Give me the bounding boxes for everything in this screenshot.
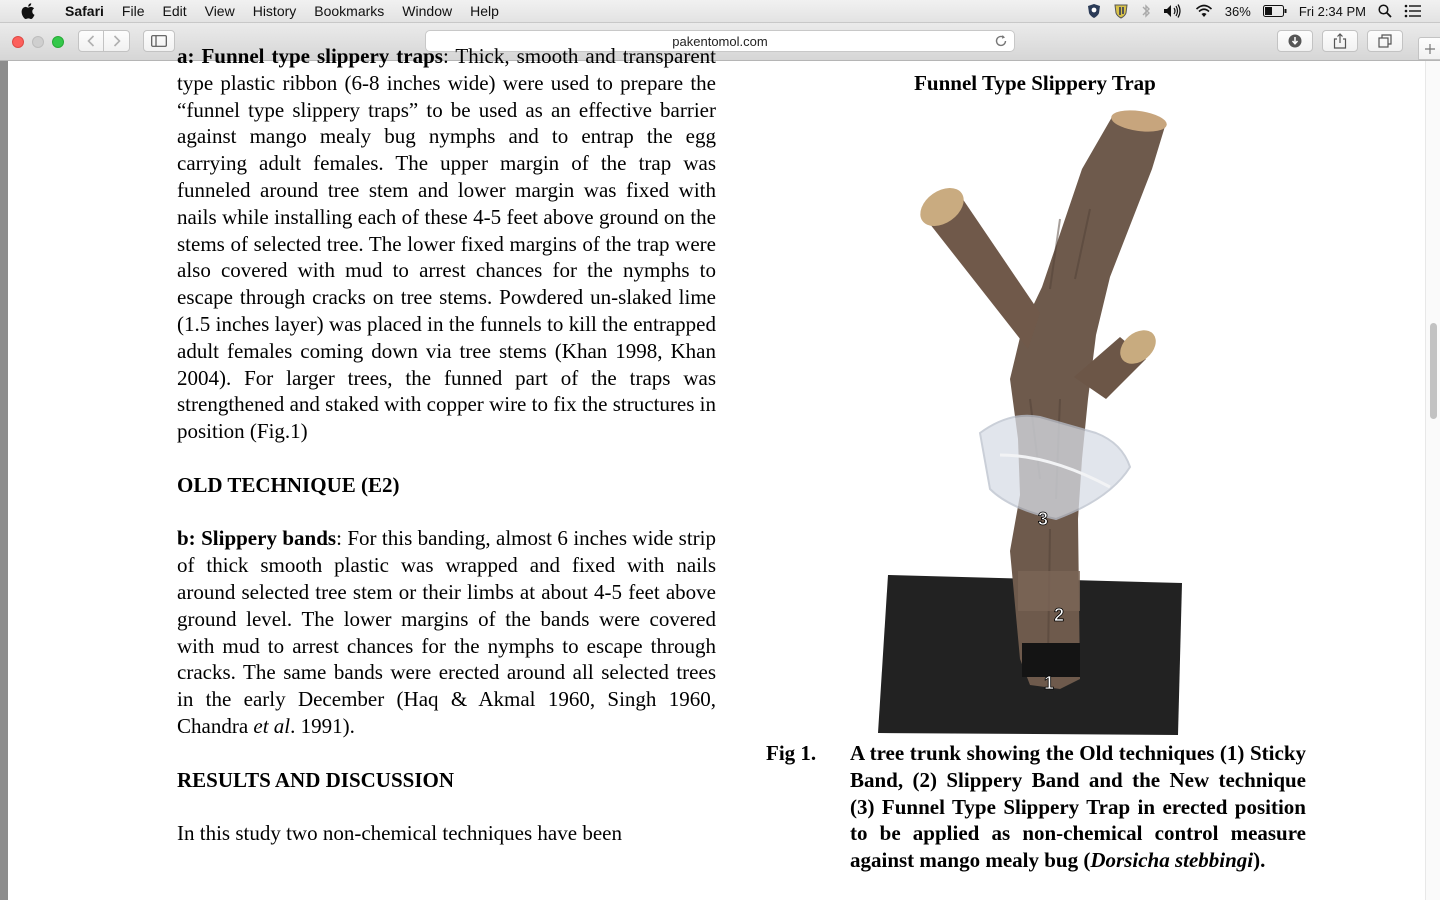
scrollbar-thumb[interactable] xyxy=(1430,323,1437,419)
caption-label: Fig 1. xyxy=(766,741,817,765)
paragraph-funnel-traps xyxy=(177,43,716,445)
slippery-bands-label: b: Slippery bands xyxy=(177,526,337,551)
shield-icon[interactable] xyxy=(1087,3,1101,19)
volume-icon[interactable] xyxy=(1163,4,1183,18)
battery-percent: 36% xyxy=(1224,3,1251,19)
menu-file[interactable]: File xyxy=(121,3,145,19)
forward-button[interactable] xyxy=(104,30,130,52)
battery-icon[interactable] xyxy=(1263,5,1287,17)
paragraph-slippery-bands xyxy=(177,525,716,739)
download-icon xyxy=(1288,34,1302,48)
article-text xyxy=(177,43,716,847)
tabs-overview-button[interactable] xyxy=(1367,30,1403,52)
notification-center-icon[interactable] xyxy=(1404,4,1422,18)
wifi-icon[interactable] xyxy=(1195,4,1213,18)
marker-2: 2 xyxy=(1054,605,1065,625)
figure-title: Funnel Type Slippery Trap xyxy=(914,71,1156,95)
sidebar-toggle-button[interactable] xyxy=(143,30,175,52)
funnel-traps-intro: : Thick, smooth and xyxy=(442,44,616,68)
caption-body: A tree trunk showing the Old techniques (1) Sticky Band, (2) Slippery Band and the New technique (3) Funnel Type Slippery Trap in erected position to be applied as non-chemical control measure against mango mealy bug ( xyxy=(850,741,1306,873)
funnel-trap xyxy=(980,416,1130,519)
reload-icon[interactable] xyxy=(994,34,1008,51)
menu-bookmarks[interactable]: Bookmarks xyxy=(314,3,385,19)
slippery-bands-end: . 1991). xyxy=(290,713,355,738)
share-button[interactable] xyxy=(1322,30,1358,52)
menu-window[interactable]: Window xyxy=(402,3,453,19)
page-left-margin xyxy=(0,61,8,900)
old-technique-heading: OLD TECHNIQUE (E2) xyxy=(177,472,400,497)
marker-3: 3 xyxy=(1038,509,1049,529)
norton-shield-icon[interactable] xyxy=(1113,3,1129,19)
menu-help[interactable]: Help xyxy=(470,3,499,19)
vertical-scrollbar[interactable] xyxy=(1425,61,1440,900)
menu-edit[interactable]: Edit xyxy=(162,3,187,19)
menu-clock[interactable]: Fri 2:34 PM xyxy=(1298,3,1366,19)
caption-end: ). xyxy=(1253,848,1266,873)
menu-app-safari[interactable]: Safari xyxy=(65,3,104,19)
sticky-band xyxy=(1022,643,1080,677)
et-al-text: et al xyxy=(253,713,291,738)
plus-icon xyxy=(1425,44,1435,54)
minimize-window-button[interactable] xyxy=(32,36,44,48)
chevron-left-icon xyxy=(87,35,95,47)
menu-history[interactable]: History xyxy=(252,3,297,19)
slippery-band xyxy=(1018,571,1080,611)
tabs-icon xyxy=(1378,34,1392,48)
apple-menu-icon[interactable] xyxy=(0,3,56,19)
marker-1: 1 xyxy=(1044,673,1055,693)
menu-bar xyxy=(0,0,1440,23)
results-heading: RESULTS AND DISCUSSION xyxy=(177,767,454,792)
downloads-button[interactable] xyxy=(1277,30,1313,52)
slippery-bands-body: : For this banding, almost 6 inches wide strip of thick smooth plastic was wrapped and fixed with nails around selected tree stem or their limbs at about 4-5 feet above ground level. The lower margins of the bands were covered with mud to arrest chances for the nymphs to escape through cracks. The same bands were erected around all selected trees in the early December (Haq & Akmal 1960, Singh 1960, Chandra xyxy=(177,526,716,738)
share-icon xyxy=(1333,33,1347,49)
caption-species: Dorsicha stebbingi xyxy=(1090,848,1254,873)
bluetooth-icon[interactable] xyxy=(1141,3,1151,19)
caption-text xyxy=(850,740,1306,874)
paragraph-results: In this study two non-chemical techniques have been xyxy=(177,821,622,846)
chevron-right-icon xyxy=(113,35,121,47)
address-url: pakentomol.com xyxy=(672,33,768,49)
new-tab-button[interactable] xyxy=(1418,37,1440,60)
zoom-window-button[interactable] xyxy=(52,36,64,48)
close-window-button[interactable] xyxy=(12,36,24,48)
tree-trunk-photo xyxy=(860,99,1220,739)
funnel-traps-heading: a: Funnel type slippery traps xyxy=(177,44,443,68)
funnel-traps-body: transparent type plastic ribbon (6-8 inches wide) were used to prepare the “funnel type slippery traps” to be used as an effective barrier against mango mealy bug nymphs and to entrap the egg carrying adult females. The upper margin of the trap was funneled around tree stem and lower margin was fixed with nails while installing each of these 4-5 feet above ground on the stems of selected tree. The lower fixed margins of the trap were also covered with mud to arrest chances for the nymphs to escape through cracks on tree stems. Powdered un-slaked lime (1.5 inches layer) was placed in the funnels to kill the entrapped adult females coming down via tree stems (Khan 1998, Khan 2004). For larger trees, the funned part of the traps was strengthened and staked with copper wire to fix the structures in position (Fig.1) xyxy=(177,44,717,444)
web-page[interactable] xyxy=(0,44,1440,900)
sidebar-icon xyxy=(151,35,167,47)
back-button[interactable] xyxy=(78,30,104,52)
spotlight-search-icon[interactable] xyxy=(1378,4,1392,18)
menu-view[interactable]: View xyxy=(204,3,235,19)
